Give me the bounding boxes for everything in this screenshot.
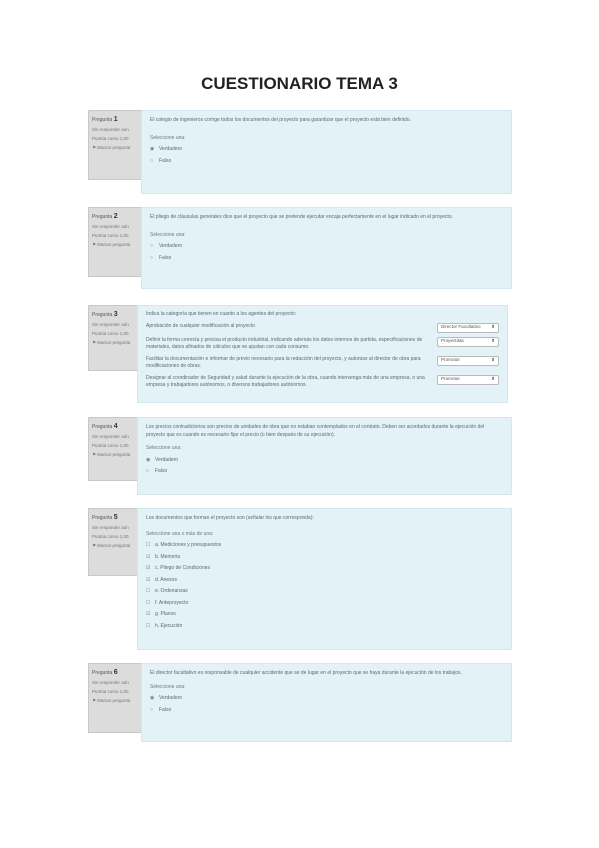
question-grade: Puntúa como 1,00 (92, 688, 129, 694)
question-formulation (137, 305, 508, 403)
answer-option[interactable] (150, 243, 503, 251)
checkbox[interactable]: ☐ (146, 588, 151, 594)
page-title: CUESTIONARIO TEMA 3 (201, 74, 398, 93)
select-value: Promotor (441, 357, 460, 363)
question-text: Los documentos que forman el proyecto son (señalar los que corresponda): (146, 515, 314, 521)
checkbox[interactable]: ☑ (146, 565, 151, 571)
radio-button[interactable]: ○ (146, 468, 150, 474)
answer-prompt: Seleccione una: (150, 134, 186, 141)
question-state: Sin responder aún (92, 680, 129, 686)
flag-question-link[interactable]: ⚑ Marcar pregunta (92, 452, 131, 458)
matching-stem: Aprobación de cualquier modificación al proyecto (146, 322, 255, 329)
matching-row (146, 337, 499, 352)
answer-option[interactable] (150, 146, 503, 154)
question-number: Pregunta 6 (92, 669, 118, 676)
chevron-down-icon: ⬍ (491, 357, 495, 363)
answer-prompt: Seleccione una: (150, 231, 186, 238)
answer-option[interactable] (146, 565, 503, 573)
flag-question-link[interactable]: ⚑ Marcar pregunta (92, 242, 131, 248)
option-label: Verdadero (159, 695, 183, 701)
radio-button[interactable]: ◉ (150, 146, 155, 152)
matching-row (146, 375, 499, 390)
option-label: f. Anteproyecto (155, 599, 189, 606)
answer-option[interactable] (150, 695, 503, 703)
question-number: Pregunta 2 (92, 213, 118, 220)
answer-prompt: Seleccione una: (150, 683, 186, 690)
select-value: Proyectista (441, 338, 464, 344)
question-number: Pregunta 4 (92, 423, 118, 430)
question-state: Sin responder aún (92, 127, 129, 133)
option-label: Falso (159, 157, 172, 164)
option-label: g. Planos (155, 611, 176, 617)
question-state: Sin responder aún (92, 434, 129, 440)
answer-option[interactable] (146, 468, 503, 476)
answer-option[interactable] (146, 457, 503, 465)
question-text: El pliego de cláusulas generales dice que el proyecto que se pretende ejecutar encaja perfectamente en el lugar indicado en el proyecto. (150, 214, 453, 220)
question-state: Sin responder aún (92, 525, 129, 531)
checkbox[interactable]: ☑ (146, 576, 151, 583)
chevron-down-icon: ⬍ (491, 324, 495, 330)
radio-button[interactable]: ◉ (150, 695, 155, 701)
option-label: Verdadero (159, 146, 183, 152)
flag-question-link[interactable]: ⚑ Marcar pregunta (92, 698, 131, 704)
question-number: Pregunta 1 (92, 116, 118, 123)
chevron-down-icon: ⬍ (491, 338, 495, 344)
checkbox[interactable]: ☐ (146, 542, 151, 548)
flag-question-link[interactable]: ⚑ Marcar pregunta (92, 145, 131, 151)
chevron-down-icon: ⬍ (491, 376, 495, 382)
question-text: Indica la categoría que tienen en cuanto a los agentes del proyecto: (146, 311, 297, 317)
matching-row (146, 356, 499, 371)
question-formulation (141, 207, 512, 289)
question-formulation (141, 110, 512, 194)
matching-stem: Definir la forma correcta y precisa el producto industrial, indicando además los datos internos de partida, especificaciones de materiales, datos afinados de cálculos que se ajustan con cada consumo. (146, 336, 423, 350)
radio-button[interactable]: ◉ (146, 456, 151, 463)
matching-row (146, 323, 499, 333)
question-grade: Puntúa como 1,00 (92, 442, 129, 448)
flag-question-link[interactable]: ⚑ Marcar pregunta (92, 340, 131, 346)
option-label: Falso (159, 706, 172, 713)
answer-option[interactable] (146, 623, 503, 631)
question-number: Pregunta 5 (92, 514, 118, 521)
answer-option[interactable] (150, 158, 503, 166)
option-label: Verdadero (159, 243, 183, 249)
answer-prompt: Seleccione una: (146, 445, 182, 451)
answer-option[interactable] (146, 554, 503, 562)
question-grade: Puntúa como 1,00 (92, 533, 129, 539)
question-number: Pregunta 3 (92, 311, 118, 318)
question-state: Sin responder aún (92, 322, 129, 328)
option-label: e. Ordenanzas (155, 588, 188, 594)
answer-option[interactable] (150, 255, 503, 263)
question-state: Sin responder aún (92, 224, 129, 230)
question-grade: Puntúa como 1,00 (92, 232, 129, 238)
answer-option[interactable] (146, 542, 503, 550)
question-formulation (137, 417, 512, 495)
select-value: Promotor (441, 376, 460, 382)
checkbox[interactable]: ☑ (146, 611, 151, 617)
option-label: b. Memoria (155, 553, 181, 560)
option-label: h. Ejecución (155, 622, 183, 629)
matching-select[interactable] (437, 356, 499, 366)
option-label: c. Pliego de Condiciones (155, 565, 211, 571)
checkbox[interactable]: ☐ (146, 622, 151, 629)
question-text: El colegio de ingenieros corrige todos los documentos del proyecto para garantizar que el proyecto está bien definido. (150, 117, 411, 123)
matching-select[interactable] (437, 337, 499, 347)
radio-button[interactable]: ○ (150, 706, 154, 713)
select-value: Director Facultativo (441, 324, 481, 330)
question-grade: Puntúa como 1,00 (92, 135, 129, 141)
checkbox[interactable]: ☐ (146, 599, 151, 606)
option-label: d. Anexos (155, 576, 177, 583)
radio-button[interactable]: ○ (150, 243, 154, 249)
checkbox[interactable]: ☑ (146, 553, 151, 560)
answer-option[interactable] (146, 600, 503, 608)
option-label: Falso (155, 468, 168, 474)
radio-button[interactable]: ○ (150, 157, 154, 164)
answer-prompt: Seleccione una o más de una: (146, 530, 214, 537)
flag-question-link[interactable]: ⚑ Marcar pregunta (92, 543, 131, 549)
question-text: Los precios contradictorios son precios de unidades de obra que no estaban contemplados en el contrato. Deben ser acordados durante la ejecución del proyecto que es cuando es necesario fijar el precio (o bien después de su ejecución). (146, 424, 485, 438)
option-label: Falso (159, 254, 172, 261)
answer-option[interactable] (146, 588, 503, 596)
question-grade: Puntúa como 1,00 (92, 330, 129, 336)
matching-stem: Facilitar la documentación e informar de previo necesario para la redacción del proyecto, y autorizar al director de obra para modificaciones de obras. (146, 355, 421, 369)
matching-select[interactable] (437, 323, 499, 333)
answer-option[interactable] (146, 577, 503, 585)
matching-select[interactable] (437, 375, 499, 385)
answer-option[interactable] (150, 707, 503, 715)
question-text: El director facultativo es responsable de cualquier accidente que se de lugar en el proyecto que se haya durante la ejecución de los trabajos. (150, 670, 462, 676)
option-label: Verdadero (155, 456, 179, 463)
question-formulation (137, 508, 512, 650)
question-formulation (141, 663, 512, 742)
answer-option[interactable] (146, 611, 503, 619)
radio-button[interactable]: ○ (150, 254, 154, 261)
option-label: a. Mediciones y presupuestos (155, 542, 222, 548)
matching-stem: Designar al coordinador de Seguridad y salud durante la ejecución de la obra, cuando intervenga más de una empresa, o una empresa y trabajadores autónomos, o diversos trabajadores autónomos. (146, 374, 425, 388)
